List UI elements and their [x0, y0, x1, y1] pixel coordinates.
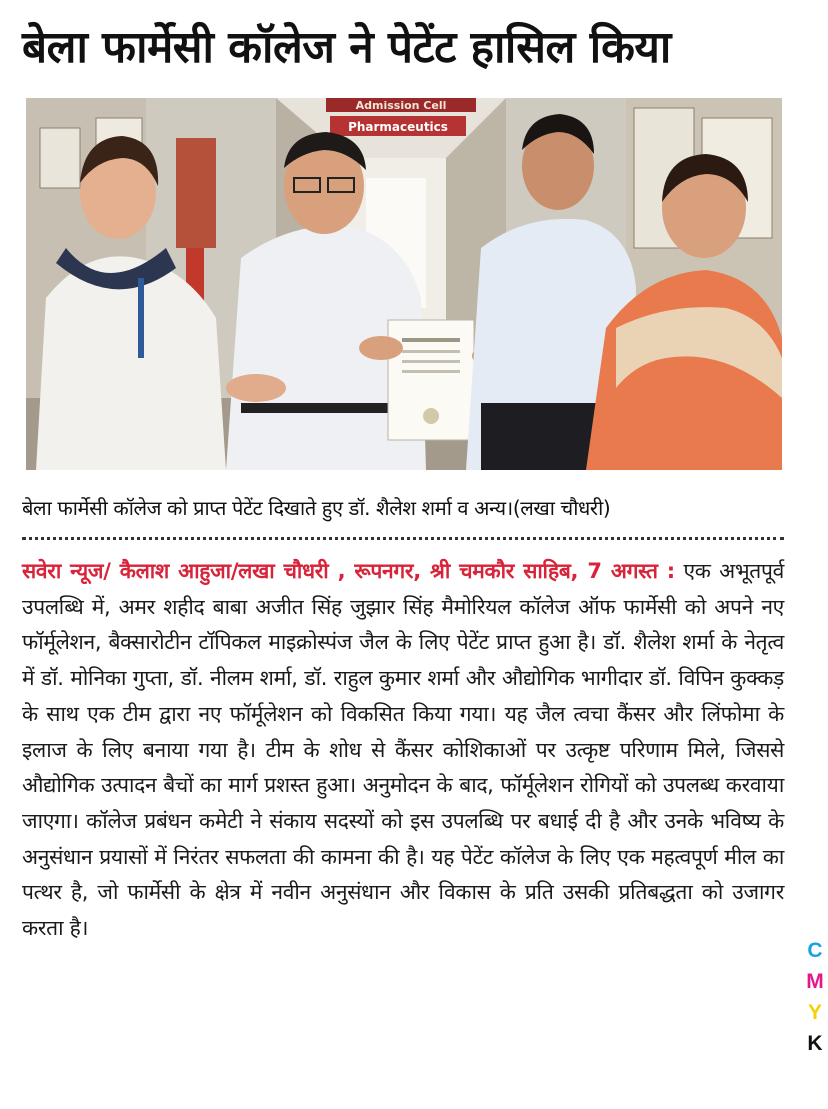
dateline: सवेरा न्यूज/ कैलाश आहुजा/लखा चौधरी , रूपनगर, श्री चमकौर साहिब, 7 अगस्त : [22, 559, 675, 583]
caption-divider [22, 537, 784, 540]
article-body [22, 554, 784, 947]
photo-caption: बेला फार्मेसी कॉलेज को प्राप्त पेटेंट दिखाते हुए डॉ. शैलेश शर्मा व अन्य।(लखा चौधरी) [22, 496, 611, 520]
cmyk-c: C [807, 939, 823, 962]
sign-text-pharmaceutics: Pharmaceutics [348, 120, 448, 134]
cmyk-y: Y [807, 1001, 822, 1024]
cmyk-k: K [807, 1032, 823, 1055]
news-photo [26, 98, 782, 470]
article-text: एक अभूतपूर्व उपलब्धि में, अमर शहीद बाबा अजीत सिंह जुझार सिंह मैमोरियल कॉलेज ऑफ फार्मेसी को अपने नए फॉर्मूलेशन, बैक्सारोटीन टॉपिकल माइक्रोस्पंज जैल के लिए पेटेंट प्राप्त हुआ है। डॉ. शैलेश शर्मा के नेतृत्व में डॉ. मोनिका गुप्ता, डॉ. नीलम शर्मा, डॉ. राहुल कुमार शर्मा और औद्योगिक भागीदार डॉ. विपिन कुक्कड़ के साथ एक टीम द्वारा नए फॉर्मूलेशन को विकसित किया गया। यह जैल त्वचा कैंसर और लिंफोमा के इलाज के लिए बनाया गया है। टीम के शोध से कैंसर कोशिकाओं पर उत्कृष्ट परिणाम मिले, जिससे औद्योगिक उत्पादन बैचों का मार्ग प्रशस्त हुआ। अनुमोदन के बाद, फॉर्मूलेशन रोगियों को उपलब्ध करवाया जाएगा। कॉलेज प्रबंधन कमेटी ने संकाय सदस्यों को इस उपलब्धि पर बधाई दी है और उनके भविष्य के अनुसंधान प्रयासों में निरंतर सफलता की कामना की है। यह पेटेंट कॉलेज के लिए एक महत्वपूर्ण मील का पत्थर है, जो फार्मेसी के क्षेत्र में नवीन अनुसंधान और विकास के प्रति उसकी प्रतिबद्धता को उजागर करता है। [22, 559, 784, 941]
cmyk-m: M [806, 970, 824, 993]
cmyk-print-marks [804, 935, 826, 1059]
sign-text-top: Admission Cell [355, 99, 447, 112]
headline: बेला फार्मेसी कॉलेज ने पेटेंट हासिल किया [22, 22, 671, 73]
